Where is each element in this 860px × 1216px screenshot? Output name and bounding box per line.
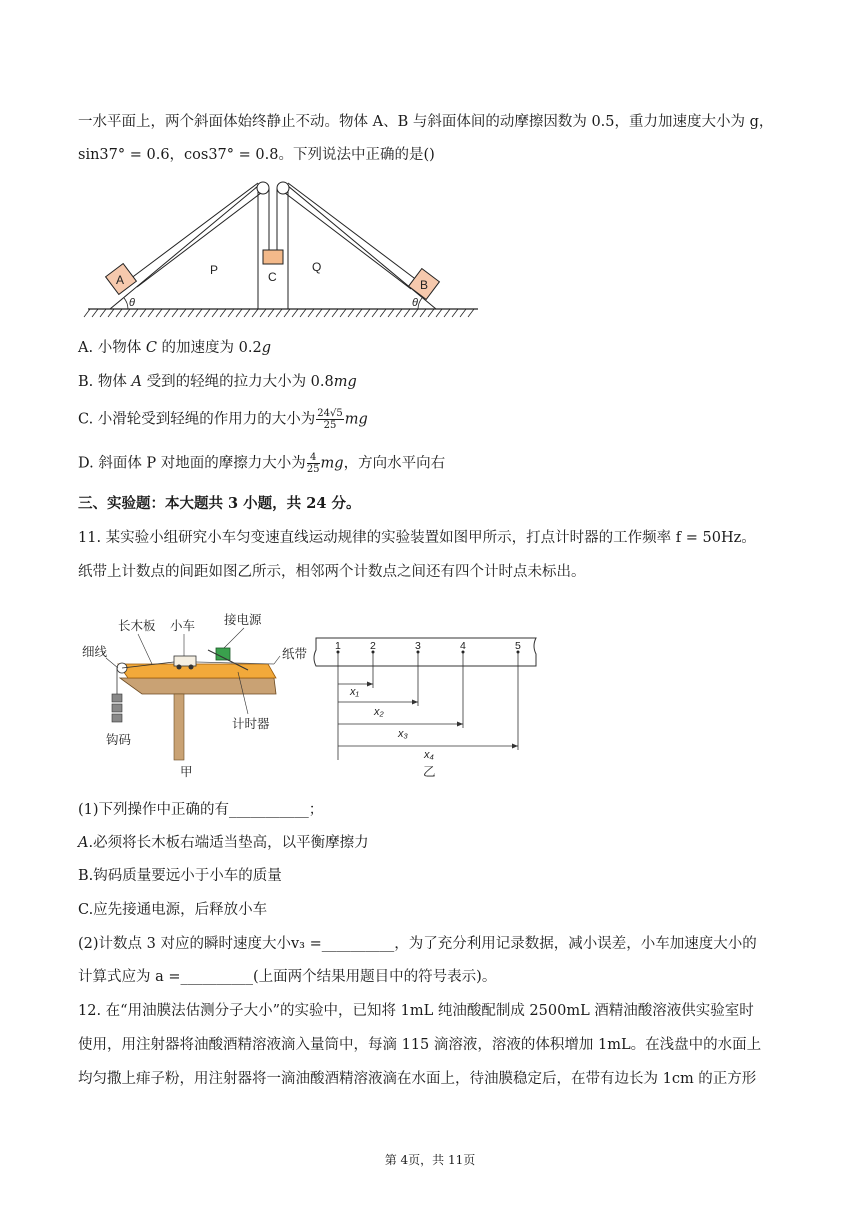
label-board: 长木板	[118, 619, 156, 633]
point-5: 5	[515, 640, 521, 652]
q12-stem-line2: 使用，用注射器将油酸酒精溶液滴入量筒中，每滴 115 滴溶液，溶液的体积增加 1mL。在浅盘中的水面上	[78, 1037, 762, 1053]
q12-stem-line1: 12. 在“用油膜法估测分子大小”的实验中，已知将 1mL 纯油酸配制成 2500mL 酒精油酸溶液供实验室时	[78, 1003, 754, 1019]
label-string: 细线	[82, 645, 108, 659]
label-tape: 纸带	[282, 647, 308, 661]
label-C: C	[268, 270, 277, 284]
q11-part1: (1)下列操作中正确的有___________；	[78, 802, 324, 818]
q11-part2-line1: (2)计数点 3 对应的瞬时速度大小v₃ =__________，为了充分利用记录数据，减小误差，小车加速度大小的	[78, 936, 757, 952]
q12-stem-line3: 均匀撒上痱子粉，用注射器将一滴油酸酒精溶液滴在水面上，待油膜稳定后，在带有边长为 1cm 的正方形	[78, 1071, 757, 1087]
q10-stem-line2: sin37° = 0.6，cos37° = 0.8。下列说法中正确的是()	[78, 147, 435, 163]
label-x1: x₁	[350, 686, 359, 698]
q11-stem-line2: 纸带上计数点的间距如图乙所示，相邻两个计数点之间还有四个计时点未标出。	[78, 564, 586, 580]
q10-option-a: A. 小物体 C 的加速度为 0.2g	[78, 340, 271, 356]
label-theta-left: θ	[129, 297, 135, 309]
q10-option-b: B. 物体 A 受到的轻绳的拉力大小为 0.8mg	[78, 374, 357, 390]
q11-option-a: A.必须将长木板右端适当垫高，以平衡摩擦力	[78, 835, 369, 851]
q11-part2-line2: 计算式应为 a =__________(上面两个结果用题目中的符号表示)。	[78, 969, 497, 985]
caption-yi: 乙	[423, 765, 436, 779]
incline-pulley-figure	[78, 178, 482, 324]
q11-stem-line1: 11. 某实验小组研究小车匀变速直线运动规律的实验装置如图甲所示，打点计时器的工作频率 f = 50Hz。	[78, 530, 756, 546]
caption-jia: 甲	[180, 765, 193, 779]
tape-figure-yi	[312, 630, 542, 780]
page-footer: 第 4页，共 11页	[384, 1153, 476, 1167]
apparatus-figure-jia	[78, 606, 316, 782]
label-x3: x₃	[398, 728, 408, 740]
q10-stem-line1: 一水平面上，两个斜面体始终静止不动。物体 A、B 与斜面体间的动摩擦因数为 0.5，重力加速度大小为 g，	[78, 114, 774, 130]
section-heading: 三、实验题：本大题共 3 小题，共 24 分。	[78, 495, 361, 512]
q11-option-b: B.钩码质量要远小于小车的质量	[78, 868, 282, 884]
q10-option-c: C. 小滑轮受到轻绳的作用力的大小为 $\frac{24√5}{25}$ mg	[78, 408, 368, 431]
label-x4: x₄	[424, 749, 434, 761]
label-P: P	[210, 263, 219, 277]
point-1: 1	[335, 640, 341, 652]
label-B: B	[420, 278, 429, 292]
label-weight: 钩码	[106, 733, 132, 747]
q10-option-d: D. 斜面体 P 对地面的摩擦力大小为 $\frac{4}{25}$ mg，方向水平向右	[78, 452, 446, 475]
point-3: 3	[415, 640, 421, 652]
label-theta-right: θ	[412, 297, 418, 309]
label-x2: x₂	[374, 706, 384, 718]
label-timer: 计时器	[232, 717, 270, 731]
label-power: 接电源	[224, 613, 262, 627]
q11-option-c: C.应先接通电源，后释放小车	[78, 902, 268, 918]
label-car: 小车	[170, 619, 196, 633]
label-A: A	[116, 273, 125, 287]
point-4: 4	[460, 640, 466, 652]
point-2: 2	[370, 640, 376, 652]
label-Q: Q	[312, 260, 322, 274]
